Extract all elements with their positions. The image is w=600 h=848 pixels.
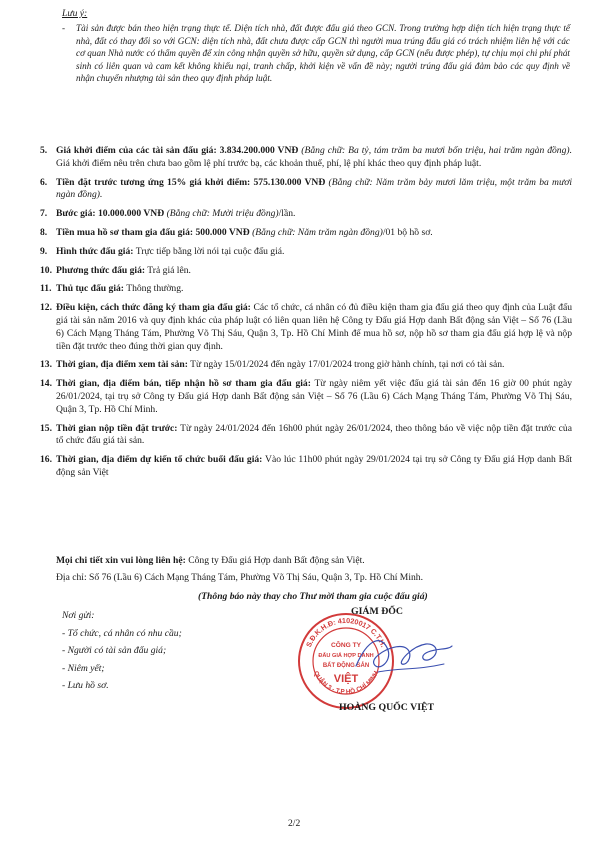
recipient-line: - Người có tài sản đấu giá; — [62, 645, 167, 657]
term-number: 16. — [40, 454, 52, 466]
term-number: 13. — [40, 359, 52, 371]
seal-bottom-text: QUẬN 3 - T.P HỒ CHÍ MINH — [311, 670, 381, 696]
term-number: 12. — [40, 302, 52, 314]
term-detail: Từ ngày 15/01/2024 đến ngày 17/01/2024 trong giờ hành chính, tại nơi có tài sản. — [187, 359, 505, 371]
term-body — [40, 359, 572, 372]
recipients-block — [62, 607, 182, 695]
term-item — [40, 265, 572, 278]
page-number: 2/2 — [288, 818, 301, 829]
term-body — [40, 208, 572, 221]
term-detail: Trực tiếp bằng lời nói tại cuộc đấu giá. — [133, 245, 285, 257]
term-body — [40, 265, 572, 278]
term-label: Tiền mua hồ sơ tham gia đấu giá: 500.000 VNĐ — [56, 226, 250, 238]
term-item — [40, 359, 572, 372]
term-detail: /01 bộ hồ sơ. — [382, 226, 433, 238]
seal-line: BẤT ĐỘNG SẢN — [322, 663, 370, 669]
term-detail: Vào lúc 11h00 phút ngày 29/01/2024 tại trụ sở Công ty Đấu giá Hợp danh Bất động sản Việt — [56, 454, 572, 478]
term-label: Thời gian, địa điểm xem tài sản: — [56, 359, 188, 371]
term-label: Thời gian, địa điểm dự kiến tổ chức buổi đấu giá: — [56, 454, 263, 466]
contact-address: Địa chỉ: Số 76 (Lầu 6) Cách Mạng Tháng Tám, Phường Võ Thị Sáu, Quận 3, Tp. Hồ Chí Minh. — [56, 572, 423, 583]
term-item — [40, 302, 572, 353]
term-number: 11. — [40, 283, 52, 295]
term-body — [40, 227, 572, 240]
recipients-heading: Nơi gửi: — [62, 610, 95, 621]
term-number: 8. — [40, 226, 48, 238]
term-label: Hình thức đấu giá: — [56, 245, 134, 257]
notice-text: (Thông báo này thay cho Thư mời tham gia cuộc đấu giá) — [198, 591, 428, 602]
term-item — [40, 227, 572, 240]
term-label: Thủ tục đấu giá: — [56, 283, 124, 295]
term-item — [40, 378, 572, 416]
auction-terms-list — [40, 145, 572, 486]
term-label: Tiền đặt trước tương ứng 15% giá khởi điểm: 575.130.000 VNĐ — [56, 176, 326, 188]
term-body — [40, 177, 572, 203]
term-number: 6. — [40, 176, 48, 188]
term-body — [40, 246, 572, 259]
term-label: Giá khởi điểm của các tài sản đấu giá: 3.834.200.000 VNĐ — [56, 145, 299, 156]
contact-company: Công ty Đấu giá Hợp danh Bất động sản Việt. — [185, 555, 365, 566]
term-item — [40, 423, 572, 449]
term-detail: Giá khởi điểm nêu trên chưa bao gồm lệ phí trước bạ, các khoản thuế, phí, lệ phí khác theo quy định pháp luật. — [56, 157, 482, 169]
signer-name: HOÀNG QUỐC VIỆT — [339, 702, 435, 713]
note-bullet-text: Tài sản được bán theo hiện trạng thực tế. Diện tích nhà, đất được đấu giá theo GCN. Trong trường hợp diện tích hiện trạng thực tế nhà, đất có thay đổi so với GCN: diện tích nhà, đất chưa được cấp GCN thì người mua trúng đấu giá có trách nhiệm liên hệ với các cơ quan Nhà nước có thẩm quyền để xin công nhận quyền sở hữu, quyền sử dụng, cấp GCN (nếu được phép), tự chịu mọi chi phí phát sinh có liên quan và cam kết không khiếu nại, tranh chấp, khởi kiện về vấn đề này; người trúng đấu giá đảm bảo các quy định về nhận chuyển nhượng tài sản theo quy định pháp luật. — [76, 23, 570, 84]
term-detail: Từ ngày 24/01/2024 đến 16h00 phút ngày 26/01/2024, theo thông báo về việc nộp tiền đặt trước của tổ chức đấu giá tài sản. — [56, 422, 572, 447]
seal-line: CÔNG TY — [330, 642, 362, 649]
term-label: Thời gian nộp tiền đặt trước: — [56, 422, 178, 434]
term-detail: /lần. — [278, 208, 296, 220]
recipient-line: - Niêm yết; — [62, 662, 105, 674]
term-number: 15. — [40, 422, 52, 434]
term-body — [40, 423, 572, 449]
term-body — [40, 145, 572, 171]
term-number: 7. — [40, 208, 48, 220]
term-body — [40, 378, 572, 416]
term-item — [40, 283, 572, 296]
term-detail: Từ ngày niêm yết việc đấu giá tài sản đến 16 giờ 00 phút ngày 26/01/2024, tại trụ sở Công ty Đấu giá Hợp danh Bất động sản Việt – Số 76 (Lầu 6) Cách Mạng Tháng Tám, Phường Võ Thị Sáu, Quận 3, Tp. Hồ Chí Minh. — [56, 378, 573, 415]
term-in-words: (Bằng chữ: Năm trăm bảy mươi lăm triệu, một trăm ba mươi ngàn đồng). — [56, 176, 572, 201]
term-in-words: (Bằng chữ: Mười triệu đồng) — [164, 208, 279, 220]
term-detail: Thông thường. — [123, 283, 184, 295]
term-number: 5. — [40, 145, 48, 156]
term-item — [40, 246, 572, 259]
recipient-line: - Lưu hồ sơ. — [62, 680, 109, 692]
note-title: Lưu ý: — [62, 8, 88, 19]
term-item — [40, 208, 572, 221]
term-detail: Các tổ chức, cá nhân có đủ điều kiện tham gia đấu giá theo quy định của Luật đấu giá tài sản năm 2016 và quy định khác của pháp luật có liên quan liên hệ Công ty Đấu giá Hợp danh Bất động sản Việt – Số 76 (Lầu 6) Cách Mạng Tháng Tám, Phường Võ Thị Sáu, Quận 3, Tp. Hồ Chí Minh để mua hồ sơ, nộp hồ sơ tham gia đấu giá hợp lệ và nộp tiền đặt trước theo đúng thời gian quy định. — [56, 302, 572, 352]
seal-ring-text: S.Đ.K.H.Đ: 41020017 C.T.H. — [303, 615, 389, 649]
term-number: 9. — [40, 245, 48, 257]
seal-line: ĐẤU GIÁ HỢP DANH — [318, 653, 374, 659]
term-item — [40, 145, 572, 171]
term-body — [40, 454, 572, 480]
term-number: 10. — [40, 264, 52, 276]
seal-line: VIỆT — [333, 673, 359, 685]
contact-label: Mọi chi tiết xin vui lòng liên hệ: — [56, 555, 186, 566]
note-bullet — [62, 22, 570, 85]
term-in-words: (Bằng chữ: Năm trăm ngàn đồng) — [249, 226, 383, 238]
term-detail: Trả giá lên. — [145, 264, 191, 276]
term-body — [40, 302, 572, 353]
term-number: 14. — [40, 378, 52, 390]
term-label: Phương thức đấu giá: — [56, 264, 146, 276]
bullet-dash: - — [62, 23, 66, 33]
contact-line — [56, 555, 572, 568]
term-label: Bước giá: 10.000.000 VNĐ — [56, 208, 165, 220]
term-label: Thời gian, địa điểm bán, tiếp nhận hồ sơ tham gia đấu giá: — [56, 378, 311, 390]
term-label: Điều kiện, cách thức đăng ký tham gia đấu giá: — [56, 302, 251, 314]
term-item — [40, 177, 572, 203]
recipient-line: - Tổ chức, cá nhân có nhu cầu; — [62, 627, 182, 639]
signer-title: GIÁM ĐỐC — [351, 606, 403, 617]
signature-icon — [348, 628, 458, 683]
term-in-words: (Bằng chữ: Ba tỷ, tám trăm ba mươi bốn triệu, hai trăm ngàn đồng). — [298, 145, 572, 156]
term-body — [40, 283, 572, 296]
term-item — [40, 454, 572, 480]
